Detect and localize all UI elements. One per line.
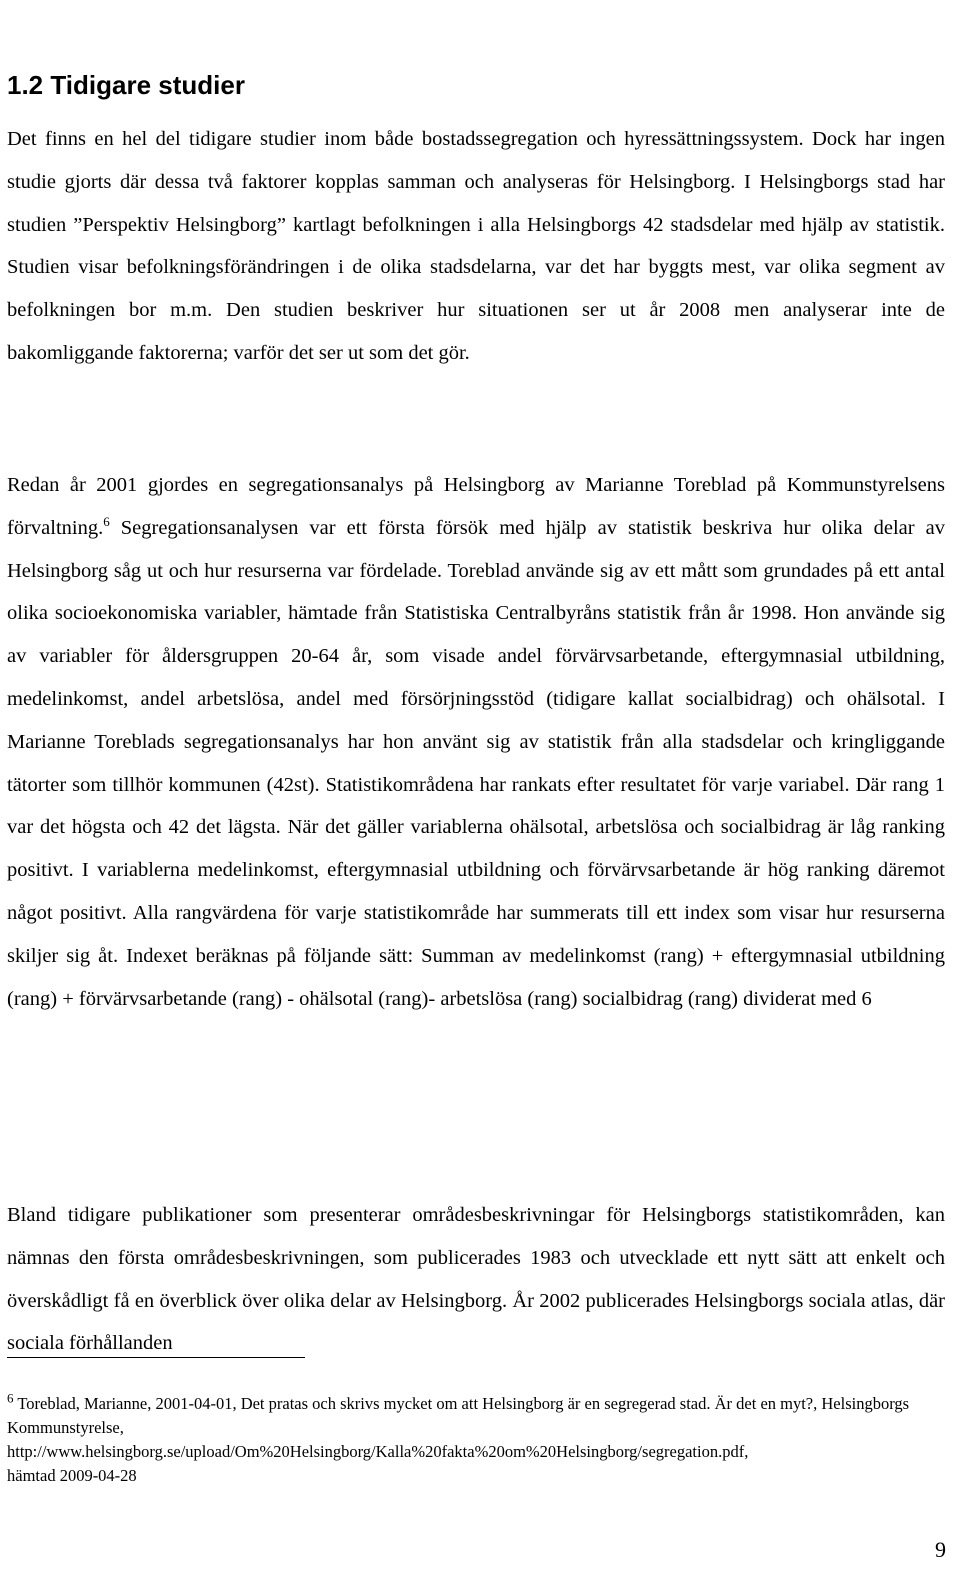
footnote-reference[interactable]: 6 xyxy=(103,513,110,529)
footnote xyxy=(7,1392,947,1488)
footnote-citation: Toreblad, Marianne, 2001-04-01, Det pratas och skrivs mycket om att Helsingborg är en segregerad stad. Är det en myt?, Helsingborgs Kommunstyrelse, xyxy=(7,1394,910,1437)
paragraph-previous-studies: Det finns en hel del tidigare studier inom både bostadssegregation och hyressättningssystem. Dock har ingen studie gjorts där dessa två faktorer kopplas samman och analyseras för Helsingborg. I Helsingborgs stad har studien ”Perspektiv Helsingborg” kartlagt befolkningen i alla Helsingborgs 42 stadsdelar med hjälp av statistik. Studien visar befolkningsförändringen i de olika stadsdelarna, var det har byggts mest, var olika segment av befolkningen bor m.m. Den studien beskriver hur situationen ser ut år 2008 men analyserar inte de bakomliggande faktorerna; varför det ser ut som det gör. xyxy=(7,128,945,364)
paragraph-text-after-ref: Segregationsanalysen var ett första försök med hjälp av statistik beskriva hur olika delar av Helsingborg såg ut och hur resurserna var fördelade. Toreblad använde sig av ett mått som grundades på ett antal olika socioekonomiska variabler, hämtade från Statistiska Centralbyråns statistik från år 1998. Hon använde sig av variabler för åldersgruppen 20-64 år, som visade andel förvärvsarbetande, eftergymnasial utbildning, medelinkomst, andel arbetslösa, andel med försörjningsstöd (tidigare kallat socialbidrag) och ohälsotal. I Marianne Toreblads segregationsanalys har hon använt sig av statistik från alla stadsdelar och kringliggande tätorter som tillhör kommunen (42st). Statistikområdena har rankats efter resultatet för varje variabel. Där rang 1 var det högsta och 42 det lägsta. När det gäller variablerna ohälsotal, arbetslösa och socialbidrag är låg ranking positivt. I variablerna medelinkomst, eftergymnasial utbildning och förvärvsarbetande är hög ranking däremot något positivt. Alla rangvärdena för varje statistikområde har summerats till ett index som visar hur resurserna skiljer sig åt. Indexet beräknas på följande sätt: Summan av medelinkomst (rang) + eftergymnasial utbildning (rang) + förvärvsarbetande (rang) - ohälsotal (rang)- arbetslösa (rang) socialbidrag (rang) dividerat med 6 xyxy=(7,516,945,1010)
footnote-url-link[interactable]: http://www.helsingborg.se/upload/Om%20Helsingborg/Kalla%20fakta%20om%20Helsingborg/segregation.pdf, xyxy=(7,1442,749,1461)
paragraph-text-before-ref: Redan år 2001 gjordes en segregationsanalys på Helsingborg av Marianne Toreblad på Kommunstyrelsens förvaltning. xyxy=(7,474,945,539)
footnote-separator xyxy=(7,1357,305,1358)
paragraph-publications: Bland tidigare publikationer som presenterar områdesbeskrivningar för Helsingborgs statistikområden, kan nämnas den första områdesbeskrivningen, som publicerades 1983 och utvecklade ett nytt sätt att enkelt och överskådligt få en överblick över olika delar av Helsingborg. År 2002 publicerades Helsingborgs sociala atlas, där sociala förhållanden xyxy=(7,1204,945,1355)
page-number: 9 xyxy=(935,1537,946,1562)
footnote-number: 6 xyxy=(7,1390,14,1406)
footnote-retrieved-date: hämtad 2009-04-28 xyxy=(7,1466,137,1485)
section-heading: 1.2 Tidigare studier xyxy=(7,70,245,100)
paragraph-segregation-analysis xyxy=(7,464,945,1020)
